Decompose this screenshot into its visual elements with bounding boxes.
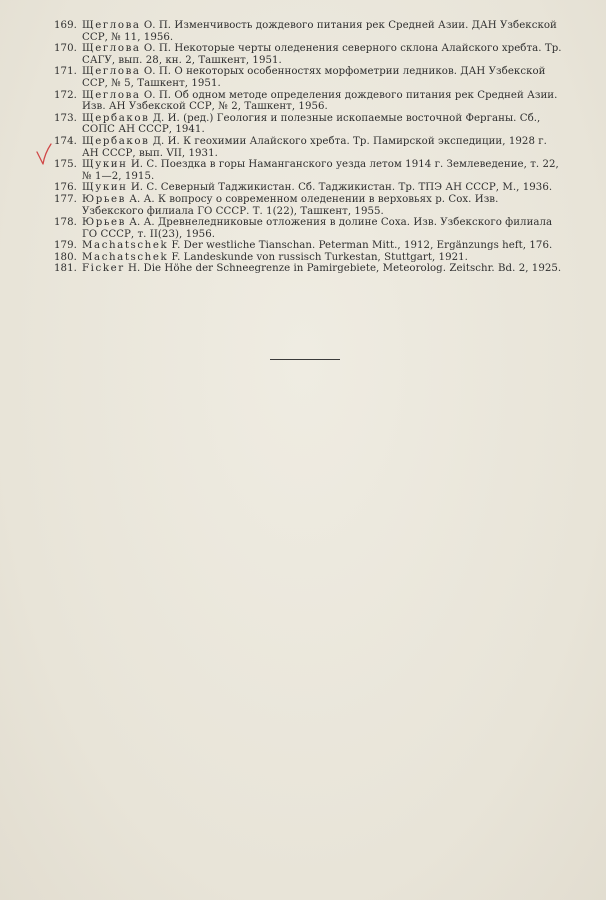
reference-item	[54, 66, 562, 89]
reference-item	[54, 217, 562, 240]
handwritten-check-mark-icon	[36, 143, 52, 165]
reference-author: Machatschek	[82, 240, 169, 252]
reference-author: Щеглова	[82, 43, 141, 55]
reference-text: О. П. Об одном методе определения дождевого питания рек Средней Азии. Изв. АН Узбекской ССР, № 2, Ташкент, 1956.	[82, 89, 558, 113]
reference-text: И. С. Северный Таджикистан. Сб. Таджикистан. Тр. ТПЭ АН СССР, М., 1936.	[127, 182, 553, 194]
reference-author: Ficker	[82, 263, 125, 275]
reference-item	[54, 263, 562, 275]
reference-number: 176.	[54, 182, 77, 194]
reference-author: Юрьев	[82, 217, 126, 229]
reference-item	[54, 194, 562, 217]
reference-text: Д. И. К геохимии Алайского хребта. Тр. Памирской экспедиции, 1928 г. АН СССР, вып. VII, 1931.	[82, 135, 547, 159]
reference-text: А. А. К вопросу о современном оледенении в верховьях р. Сох. Изв. Узбекского филиала ГО СССР. Т. 1(22), Ташкент, 1955.	[82, 193, 499, 217]
reference-author: Щеглова	[82, 66, 141, 78]
reference-text: И. С. Поездка в горы Наманганского уезда летом 1914 г. Землеведение, т. 22, № 1—2, 1915.	[82, 159, 559, 182]
reference-number: 175.	[54, 159, 77, 171]
reference-item	[54, 20, 562, 43]
reference-item	[54, 113, 562, 136]
reference-item	[54, 159, 562, 182]
reference-item	[54, 182, 562, 194]
reference-author: Щеглова	[82, 20, 141, 31]
reference-author: Щеглова	[82, 89, 141, 101]
reference-author: Юрьев	[82, 193, 126, 205]
reference-number: 169.	[54, 20, 77, 31]
reference-number: 171.	[54, 66, 77, 78]
reference-number: 178.	[54, 217, 77, 229]
reference-item	[54, 136, 562, 159]
reference-text: О. П. Некоторые черты оледенения северного склона Алайского хребта. Тр. САГУ, вып. 28, кн. 2, Ташкент, 1951.	[82, 43, 562, 66]
bibliography-list	[54, 20, 562, 275]
reference-author: Щукин	[82, 182, 128, 194]
reference-number: 173.	[54, 112, 77, 124]
reference-item	[54, 43, 562, 66]
reference-number: 170.	[54, 43, 77, 55]
reference-number: 179.	[54, 240, 77, 252]
reference-item	[54, 252, 562, 264]
reference-text: F. Landeskunde von russisch Turkestan, Stuttgart, 1921.	[168, 251, 468, 263]
reference-author: Machatschek	[82, 251, 169, 263]
reference-item	[54, 90, 562, 113]
reference-number: 174.	[54, 135, 77, 147]
reference-number: 180.	[54, 251, 77, 263]
reference-text: H. Die Höhe der Schneegrenze in Pamirgebiete, Meteorolog. Zeitschr. Bd. 2, 1925.	[124, 263, 562, 275]
reference-author: Щукин	[82, 159, 128, 171]
end-divider-rule	[270, 359, 340, 360]
reference-number: 181.	[54, 263, 77, 275]
reference-number: 172.	[54, 89, 77, 101]
reference-text: Д. И. (ред.) Геология и полезные ископаемые восточной Ферганы. Сб., СОПС АН СССР, 1941.	[82, 112, 541, 136]
reference-text: А. А. Древнеледниковые отложения в долине Соха. Изв. Узбекского филиала ГО СССР, т. II(23), 1956.	[82, 217, 553, 240]
reference-number: 177.	[54, 193, 77, 205]
reference-text: О. П. Изменчивость дождевого питания рек Средней Азии. ДАН Узбекской ССР, № 11, 1956.	[82, 20, 557, 43]
reference-item	[54, 240, 562, 252]
reference-text: О. П. О некоторых особенностях морфометрии ледников. ДАН Узбекской ССР, № 5, Ташкент, 1951.	[82, 66, 546, 89]
reference-author: Щербаков	[82, 112, 150, 124]
reference-author: Щербаков	[82, 135, 150, 147]
reference-text: F. Der westliche Tianschan. Peterman Mitt., 1912, Ergänzungs heft, 176.	[168, 240, 553, 252]
